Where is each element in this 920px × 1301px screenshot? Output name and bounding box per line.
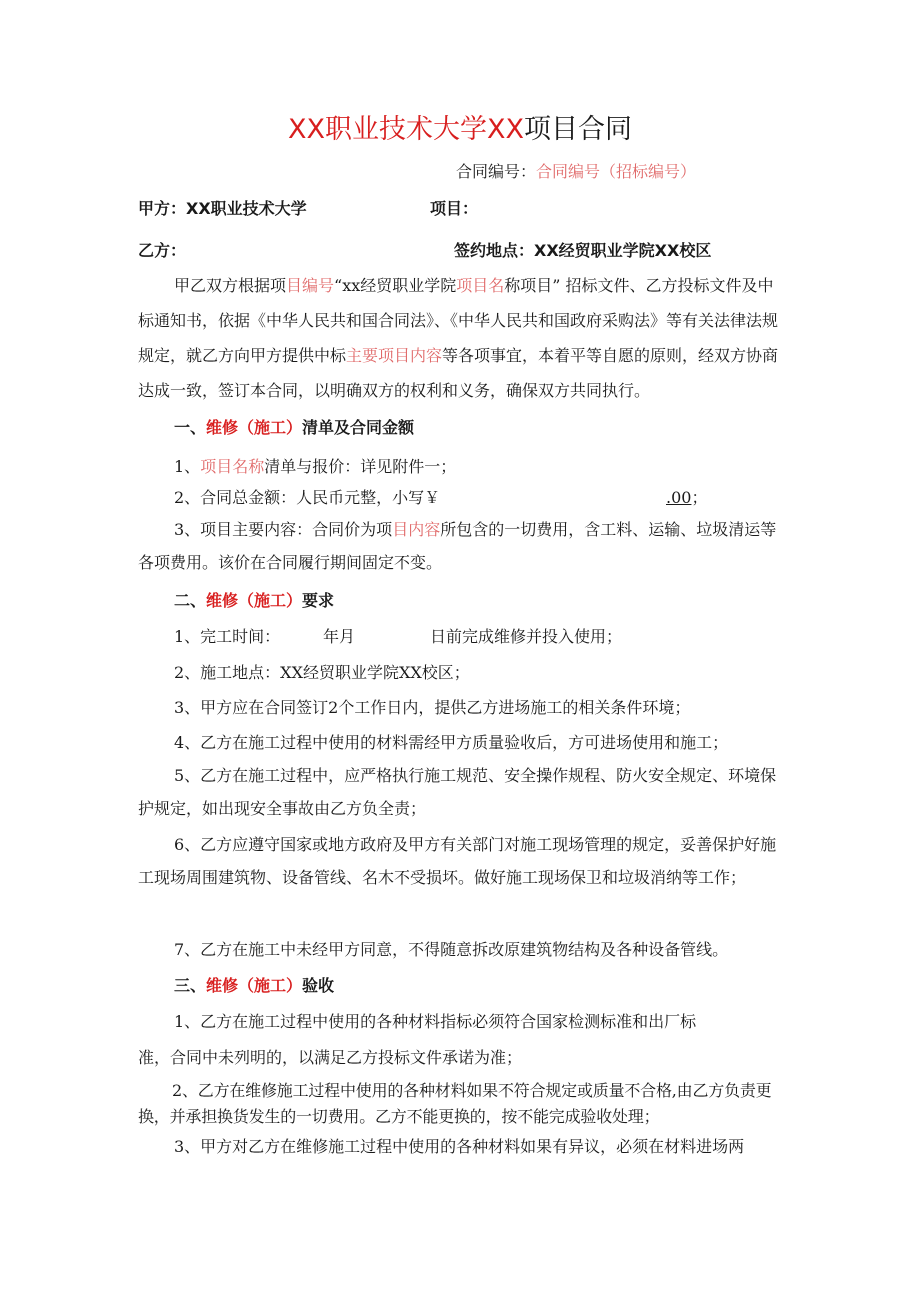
section-2-item-2: 2、施工地点：XX经贸职业学院XX校区；: [174, 663, 470, 682]
section-3-item-1b: 准，合同中未列明的，以满足乙方投标文件承诺为准；: [138, 1048, 523, 1067]
section-3-prefix: 三、: [174, 976, 207, 995]
section-2-item-3: 3、甲方应在合同签订2个工作日内，提供乙方进场施工的相关条件环境；: [174, 698, 691, 717]
contract-number-label: 合同编号：: [456, 162, 537, 181]
section-3-suffix: 验收: [302, 976, 335, 995]
section-1-heading: [174, 417, 414, 439]
intro-project-name: 项目名: [456, 276, 505, 295]
s3-item2-text: 2、乙方在维修施工过程中使用的各种材料如果不符合规定或质量不合格,由乙方负责更换，并承担换货发生的一切费用。乙方不能更换的，按不能完成验收处理；: [138, 1081, 772, 1126]
s2-item1-a: 1、完工时间：: [174, 627, 281, 646]
section-1-item-2: [174, 487, 440, 509]
section-2-item-5: [138, 759, 786, 825]
section-3-item-2: [138, 1078, 790, 1130]
project-label: 项目：: [430, 199, 479, 218]
s1-item3-red: 目内容: [392, 520, 441, 539]
page-title: [0, 112, 920, 148]
s1-item1-num: 1、: [174, 457, 201, 476]
section-2-item-1-month: 年月: [323, 627, 356, 646]
s1-item3-b: 所包含的一切费用，含工料、运输、垃圾清运等各项费用。该价在合同履行期间固定不变。: [138, 520, 777, 572]
intro-paragraph: [138, 268, 786, 408]
section-1-prefix: 一、: [174, 418, 207, 437]
section-1-item-3: [138, 513, 786, 579]
s2-item5-text: 5、乙方在施工过程中，应严格执行施工规范、安全操作规程、防火安全规定、环境保护规定，如出现安全事故由乙方负全责；: [138, 766, 777, 818]
intro-text-3: 称项目” 招标文件、乙方投标文件及中标通知书，依据《中华人民共和国合同法》、《中华人民共和国政府采购法》等有关法律法规规定，就乙方向甲方提供中标: [138, 276, 779, 365]
intro-text-4: 等各项事宜，本着平等自愿的原则，经双方协商达成一致，签订本合同，以明确双方的权利和义务，确保双方共同执行。: [138, 346, 779, 400]
title-red-part: XX职业技术大学XX: [288, 114, 524, 145]
title-black-part: 项目合同: [524, 114, 632, 145]
section-2-red: 维修（施工）: [206, 591, 303, 610]
intro-project-no: 目编号: [286, 276, 335, 295]
s1-item2-text: 2、合同总金额：人民币元整，小写￥: [174, 488, 441, 507]
intro-text-1: 甲乙双方根据项: [174, 276, 287, 295]
section-3-heading: [174, 975, 334, 997]
contract-number-value: 合同编号（招标编号）: [536, 162, 697, 181]
s1-item2-end: ；: [691, 488, 708, 507]
section-3-item-3: 3、甲方对乙方在维修施工过程中使用的各种材料如果有异议，必须在材料进场两: [174, 1137, 745, 1156]
section-3-item-1a: 1、乙方在施工过程中使用的各种材料指标必须符合国家检测标准和出厂标: [174, 1012, 697, 1031]
section-1-item-2-amount: [666, 487, 707, 509]
section-2-heading: [174, 590, 334, 612]
s2-item6-text: 6、乙方应遵守国家或地方政府及甲方有关部门对施工现场管理的规定，妥善保护好施工现场周围建筑物、设备管线、名木不受损坏。做好施工现场保卫和垃圾消纳等工作；: [138, 835, 777, 887]
section-2-suffix: 要求: [302, 591, 335, 610]
s1-item1-text: 清单与报价：详见附件一；: [264, 457, 457, 476]
section-2-item-1-end: 日前完成维修并投入使用；: [430, 627, 623, 646]
signing-place: 签约地点：XX经贸职业学院XX校区: [454, 241, 712, 260]
party-b: 乙方：: [138, 241, 187, 260]
section-1-item-1: [174, 456, 456, 478]
section-2-item-6: [138, 828, 786, 894]
section-3-red: 维修（施工）: [206, 976, 303, 995]
section-1-red: 维修（施工）: [206, 418, 303, 437]
section-2-item-1: [174, 626, 280, 648]
s1-item1-red: 项目名称: [200, 457, 265, 476]
section-2-prefix: 二、: [174, 591, 207, 610]
s1-item2-amount: .00: [666, 488, 692, 507]
contract-number: [456, 161, 696, 183]
section-2-item-7: 7、乙方在施工中未经甲方同意，不得随意拆改原建筑物结构及各种设备管线。: [174, 940, 729, 959]
intro-main-content: 主要项目内容: [346, 346, 443, 365]
s1-item3-a: 3、项目主要内容：合同价为项: [174, 520, 393, 539]
intro-text-2: “xx经贸职业学院: [334, 276, 457, 295]
party-a: 甲方：XX职业技术大学: [138, 199, 307, 218]
section-1-suffix: 清单及合同金额: [302, 418, 415, 437]
section-2-item-4: 4、乙方在施工过程中使用的材料需经甲方质量验收后，方可进场使用和施工；: [174, 733, 729, 752]
